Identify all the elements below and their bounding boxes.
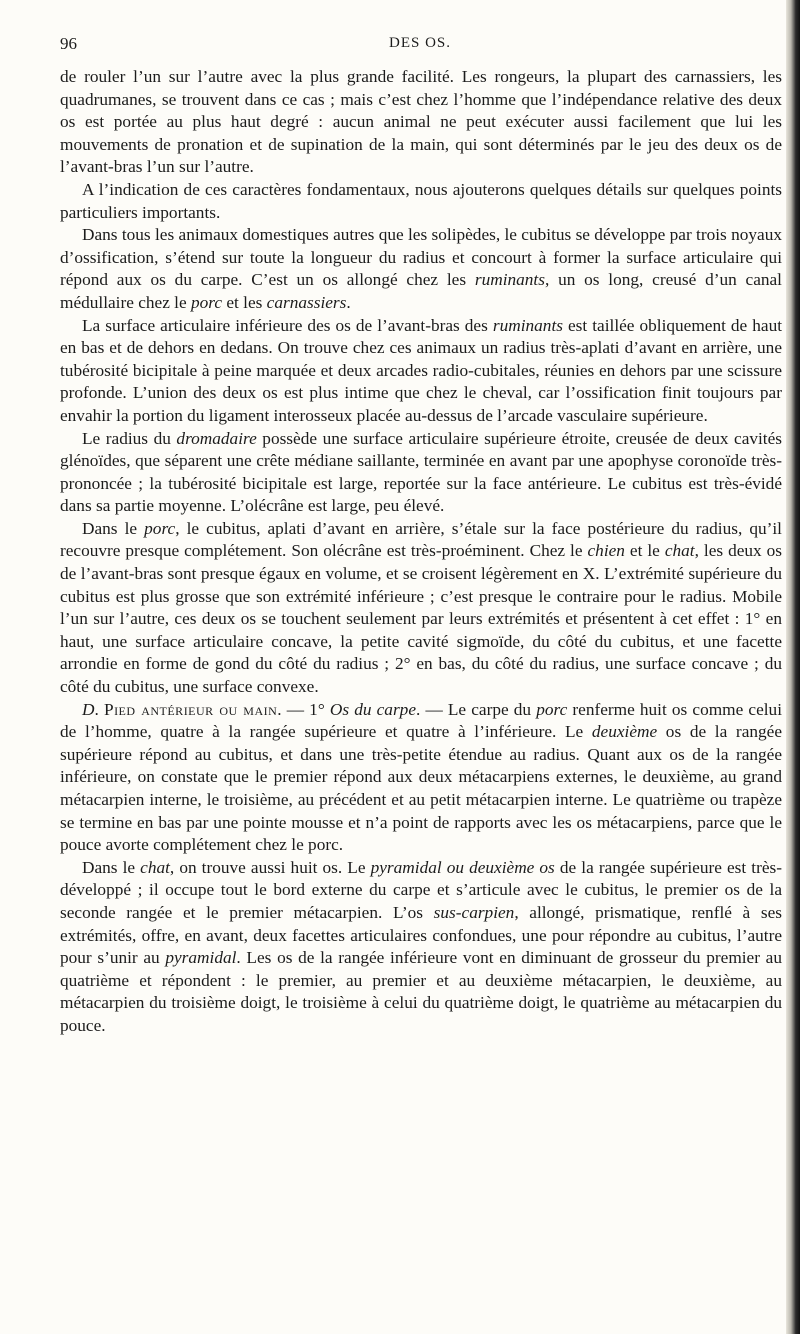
italic-text: D [82, 699, 95, 719]
text-run: de la rangée supérieure est très-développé ; il occupe tout le bord externe du carpe et s’articule avec le cubitus, le premier os de la seconde rangée et le premier métacarpien. L’os [60, 857, 782, 922]
text-run: possède une surface articulaire supérieure étroite, creusée de deux cavités glénoïdes, que séparent une crête médiane saillante, terminée en avant par une apophyse coronoïde très-prononcée ; la tubérosité bicipitale est large, reportée sur la face antérieure. Le cubitus est très-évidé dans sa partie moyenne. L’olécrâne est large, peu élevé. [60, 428, 783, 516]
text-run: Le radius du [82, 428, 177, 448]
text-run: Dans le [82, 857, 141, 877]
text-run: . Les os de la rangée inférieure vont en diminuant de grosseur du premier au quatrième et répondent : le premier, au premier et au deuxième métacarpien, le deuxième, au métacarpien du troisième doigt, le troisième à celui du quatrième doigt, le quatrième au métacarpien du pouce. [60, 948, 782, 1035]
paragraph [60, 179, 782, 224]
italic-text: chat [664, 541, 695, 561]
italic-text: carnassiers [266, 292, 347, 312]
text-run: de rouler l’un sur l’autre avec la plus grande facilité. Les rongeurs, la plupart des carnassiers, les quadrumanes, se trouvent dans ce cas ; mais c’est chez l’homme que l’indépendance relative des deux os est portée au plus haut degré : aucun animal ne peut exécuter aussi facilement que lui les mouvements de pronation et de supination de la main, qui sont déterminés par le jeu des deux os de l’avant-bras l’un sur l’autre. [60, 67, 782, 177]
text-run: est taillée obliquement de haut en bas et de dehors en dedans. On trouve chez ces animaux un radius très-aplati d’avant en arrière, une tubérosité bicipitale à peine marquée et deux arcades radio-cubitales, réunies en dehors par une scissure profonde. L’union des deux os est plus intime que chez le cheval, car l’ossification finit toujours par envahir la portion du ligament interosseux placée au-dessus de l’arcade vasculaire supérieure. [60, 315, 783, 425]
italic-text: pyramidal [165, 948, 237, 968]
italic-text: pyramidal ou deuxième os [370, 857, 555, 877]
text-run: La surface articulaire inférieure des os de l’avant-bras des [82, 315, 493, 335]
italic-text: Os du carpe [329, 699, 416, 719]
page-edge [786, 0, 800, 1334]
text-run: . — Le carpe du [415, 699, 537, 719]
text-run: . — 1° [277, 699, 330, 719]
running-title: DES OS. [388, 35, 451, 51]
body-text [60, 66, 782, 1038]
italic-text: chien [587, 541, 625, 561]
paragraph [60, 699, 782, 857]
text-run: . [94, 699, 104, 719]
italic-text: ruminants [474, 270, 545, 290]
italic-text: porc [190, 292, 223, 312]
paragraph [60, 315, 782, 428]
paragraph [60, 224, 782, 314]
text-run: A l’indication de ces caractères fondamentaux, nous ajouterons quelques détails sur quelques points particuliers importants. [60, 179, 782, 222]
paragraph [60, 66, 782, 179]
italic-text: deuxième [591, 722, 658, 742]
paragraph [60, 428, 782, 518]
text-run: Dans tous les animaux domestiques autres que les solipèdes, le cubitus se développe par trois noyaux d’ossification, s’étend sur toute la longueur du radius et concourt à former la surface articulaire qui répond aux os du carpe. C’est un os allongé chez les [60, 225, 782, 290]
text-run: et le [624, 541, 665, 561]
text-run: Pied antérieur ou main [103, 699, 278, 719]
paragraph [60, 518, 782, 699]
text-run: , le cubitus, aplati d’avant en arrière, s’étale sur la face postérieure du radius, qu’il recouvre presque complétement. Son olécrâne est très-proéminent. Chez le [60, 518, 782, 561]
text-run: , allongé, prismatique, renflé à ses extrémités, offre, en avant, deux facettes articulaires confondues, une pour répondre au cubitus, l’autre pour s’unir au [60, 902, 782, 968]
text-run: os de la rangée supérieure répond au cubitus, et dans une très-petite étendue au radius. Quant aux os de la rangée inférieure, on constate que le premier répond aux deux métacarpiens externes, le deuxième, au grand métacarpien interne, le troisième, au précédent et au petit métacarpien interne. Le quatrième ou trapèze se termine en bas par une pointe mousse et n’a point de rapports avec les os métacarpiens, parce que le pouce avorte complétement chez le porc. [60, 722, 782, 855]
italic-text: dromadaire [176, 428, 257, 448]
italic-text: sus-carpien [433, 902, 515, 922]
text-run: , les deux os de l’avant-bras sont presque égaux en volume, et se croisent légèrement en X. L’extrémité supérieure du cubitus est plus grosse que son extrémité inférieure ; c’est presque le contraire pour le radius. Mobile l’un sur l’autre, ces deux os se touchent seulement par leurs extrémités et présentent à cet effet : 1° en haut, une surface articulaire concave, la petite cavité sigmoïde, du côté du cubitus, et une facette arrondie en forme de gond du côté du radius ; 2° en bas, du côté du radius, une surface concave ; du côté du cubitus, une surface convexe. [60, 541, 783, 697]
italic-text: ruminants [492, 315, 563, 335]
paragraph [60, 857, 782, 1038]
page-header [60, 34, 780, 58]
text-run: et les [222, 292, 267, 312]
text-run: , un os long, creusé d’un canal médullaire chez le [60, 270, 782, 312]
page-number: 96 [60, 34, 77, 53]
text-run: Dans le [82, 518, 145, 538]
italic-text: porc [144, 518, 176, 538]
italic-text: chat [140, 857, 170, 877]
italic-text: porc [536, 699, 568, 719]
text-run: . [346, 292, 351, 312]
text-run: , on trouve aussi huit os. Le [169, 857, 371, 877]
text-run: renferme huit os comme celui de l’homme, quatre à la rangée supérieure et quatre à l’inférieure. Le [60, 699, 782, 742]
